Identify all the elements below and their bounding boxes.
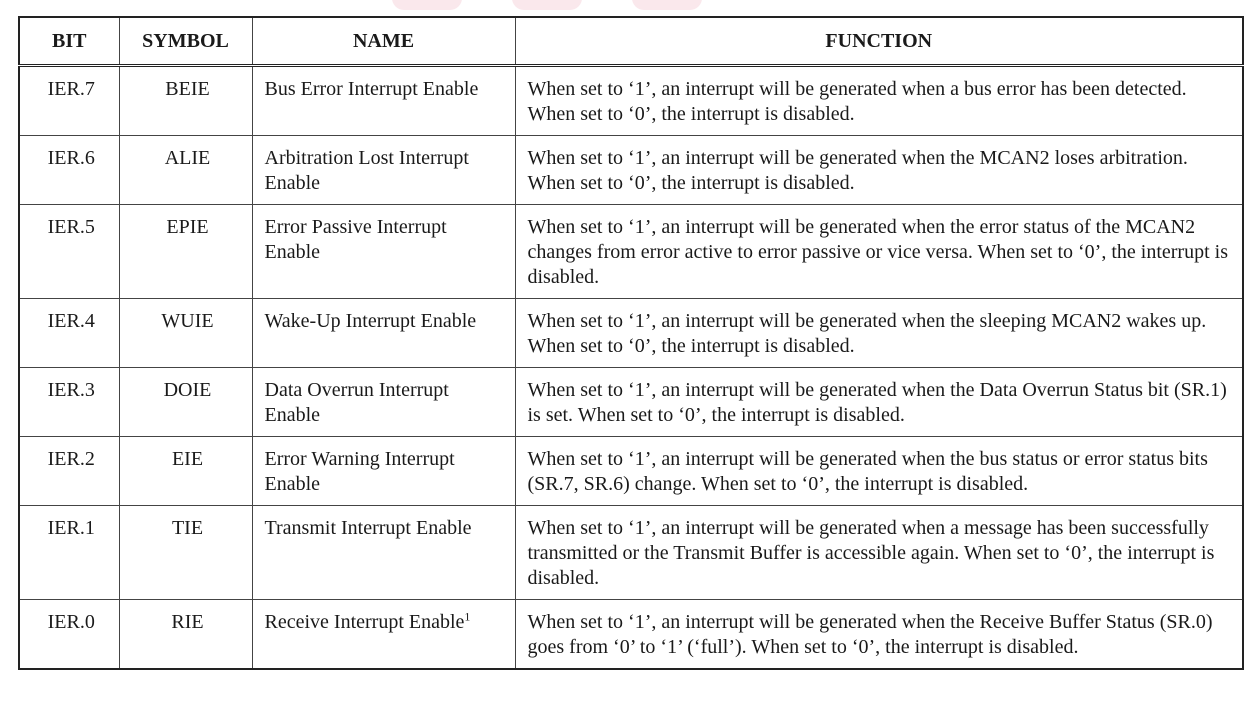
function-cell-text: When set to ‘1’, an interrupt will be generated when the error status of the MCAN2 changes from error active to error passive or vice versa. When set to ‘0’, the interrupt is disabled. xyxy=(527,216,1228,288)
table-row xyxy=(19,205,1243,299)
name-cell-text: Error Warning Interrupt Enable xyxy=(264,448,455,495)
function-cell-text: When set to ‘1’, an interrupt will be generated when the MCAN2 loses arbitration. When set to ‘0’, the interrupt is disabled. xyxy=(527,147,1188,194)
table-row xyxy=(19,368,1243,437)
symbol-cell xyxy=(119,437,252,506)
function-cell xyxy=(515,66,1243,136)
symbol-cell xyxy=(119,136,252,205)
name-cell xyxy=(252,600,515,670)
register-table xyxy=(18,16,1244,670)
symbol-cell-text: EPIE xyxy=(166,216,209,238)
name-cell xyxy=(252,299,515,368)
bit-cell-text: IER.5 xyxy=(47,216,95,238)
bit-cell xyxy=(19,66,119,136)
symbol-cell xyxy=(119,299,252,368)
function-cell-text: When set to ‘1’, an interrupt will be generated when the bus status or error status bits (SR.7, SR.6) change. When set to ‘0’, the interrupt is disabled. xyxy=(527,448,1208,495)
function-cell xyxy=(515,205,1243,299)
bit-cell xyxy=(19,437,119,506)
name-cell-text: Data Overrun Interrupt Enable xyxy=(264,379,449,426)
table-row xyxy=(19,299,1243,368)
watermark-shape xyxy=(632,0,702,10)
function-cell xyxy=(515,299,1243,368)
watermark-shape xyxy=(392,0,462,10)
symbol-cell xyxy=(119,368,252,437)
bit-cell-text: IER.3 xyxy=(47,379,95,401)
symbol-cell xyxy=(119,205,252,299)
bit-cell xyxy=(19,506,119,600)
name-cell xyxy=(252,205,515,299)
watermark-shape xyxy=(512,0,582,10)
symbol-cell-text: ALIE xyxy=(164,147,211,169)
function-cell xyxy=(515,368,1243,437)
name-cell-text: Wake-Up Interrupt Enable xyxy=(264,310,477,332)
header-function: FUNCTION xyxy=(515,17,1243,66)
name-cell xyxy=(252,136,515,205)
function-cell-text: When set to ‘1’, an interrupt will be generated when the Data Overrun Status bit (SR.1) is set. When set to ‘0’, the interrupt is disabled. xyxy=(527,379,1227,426)
function-cell xyxy=(515,506,1243,600)
table-row xyxy=(19,437,1243,506)
symbol-cell-text: TIE xyxy=(171,517,204,539)
symbol-cell xyxy=(119,506,252,600)
header-symbol: SYMBOL xyxy=(119,17,252,66)
footnote-marker: 1 xyxy=(464,609,471,624)
header-name: NAME xyxy=(252,17,515,66)
function-cell xyxy=(515,437,1243,506)
function-cell-text: When set to ‘1’, an interrupt will be generated when the sleeping MCAN2 wakes up. When set to ‘0’, the interrupt is disabled. xyxy=(527,310,1207,357)
symbol-cell-text: WUIE xyxy=(161,310,214,332)
bit-cell xyxy=(19,368,119,437)
symbol-cell-text: BEIE xyxy=(165,78,210,100)
name-cell xyxy=(252,506,515,600)
symbol-cell-text: RIE xyxy=(171,611,204,633)
bit-cell xyxy=(19,205,119,299)
header-row xyxy=(19,17,1243,66)
function-cell xyxy=(515,136,1243,205)
symbol-cell-text: DOIE xyxy=(163,379,212,401)
name-cell-text: Error Passive Interrupt Enable xyxy=(264,216,447,263)
function-cell-text: When set to ‘1’, an interrupt will be generated when a bus error has been detected. When set to ‘0’, the interrupt is disabled. xyxy=(527,78,1187,125)
name-cell-text: Transmit Interrupt Enable xyxy=(264,517,472,539)
table-body xyxy=(19,66,1243,670)
symbol-cell xyxy=(119,66,252,136)
bit-cell xyxy=(19,136,119,205)
bit-cell xyxy=(19,299,119,368)
bit-cell-text: IER.6 xyxy=(47,147,95,169)
name-cell xyxy=(252,66,515,136)
table-row xyxy=(19,600,1243,670)
watermark xyxy=(0,0,1258,12)
bit-cell-text: IER.1 xyxy=(47,517,95,539)
symbol-cell xyxy=(119,600,252,670)
bit-cell-text: IER.2 xyxy=(47,448,95,470)
symbol-cell-text: EIE xyxy=(171,448,204,470)
table-row xyxy=(19,506,1243,600)
name-cell-text: Bus Error Interrupt Enable xyxy=(264,78,479,100)
name-cell-text: Receive Interrupt Enable xyxy=(264,611,465,633)
function-cell-text: When set to ‘1’, an interrupt will be generated when the Receive Buffer Status (SR.0) goes from ‘0’ to ‘1’ (‘full’). When set to ‘0’, the interrupt is disabled. xyxy=(527,611,1213,658)
bit-cell xyxy=(19,600,119,670)
bit-cell-text: IER.0 xyxy=(47,611,95,633)
name-cell-text: Arbitration Lost Interrupt Enable xyxy=(264,147,469,194)
table-row xyxy=(19,66,1243,136)
header-bit: BIT xyxy=(19,17,119,66)
function-cell-text: When set to ‘1’, an interrupt will be generated when a message has been successfully transmitted or the Transmit Buffer is accessible again. When set to ‘0’, the interrupt is disabled. xyxy=(527,517,1215,589)
bit-cell-text: IER.4 xyxy=(47,310,95,332)
name-cell xyxy=(252,368,515,437)
function-cell xyxy=(515,600,1243,670)
bit-cell-text: IER.7 xyxy=(47,78,95,100)
name-cell xyxy=(252,437,515,506)
table-row xyxy=(19,136,1243,205)
